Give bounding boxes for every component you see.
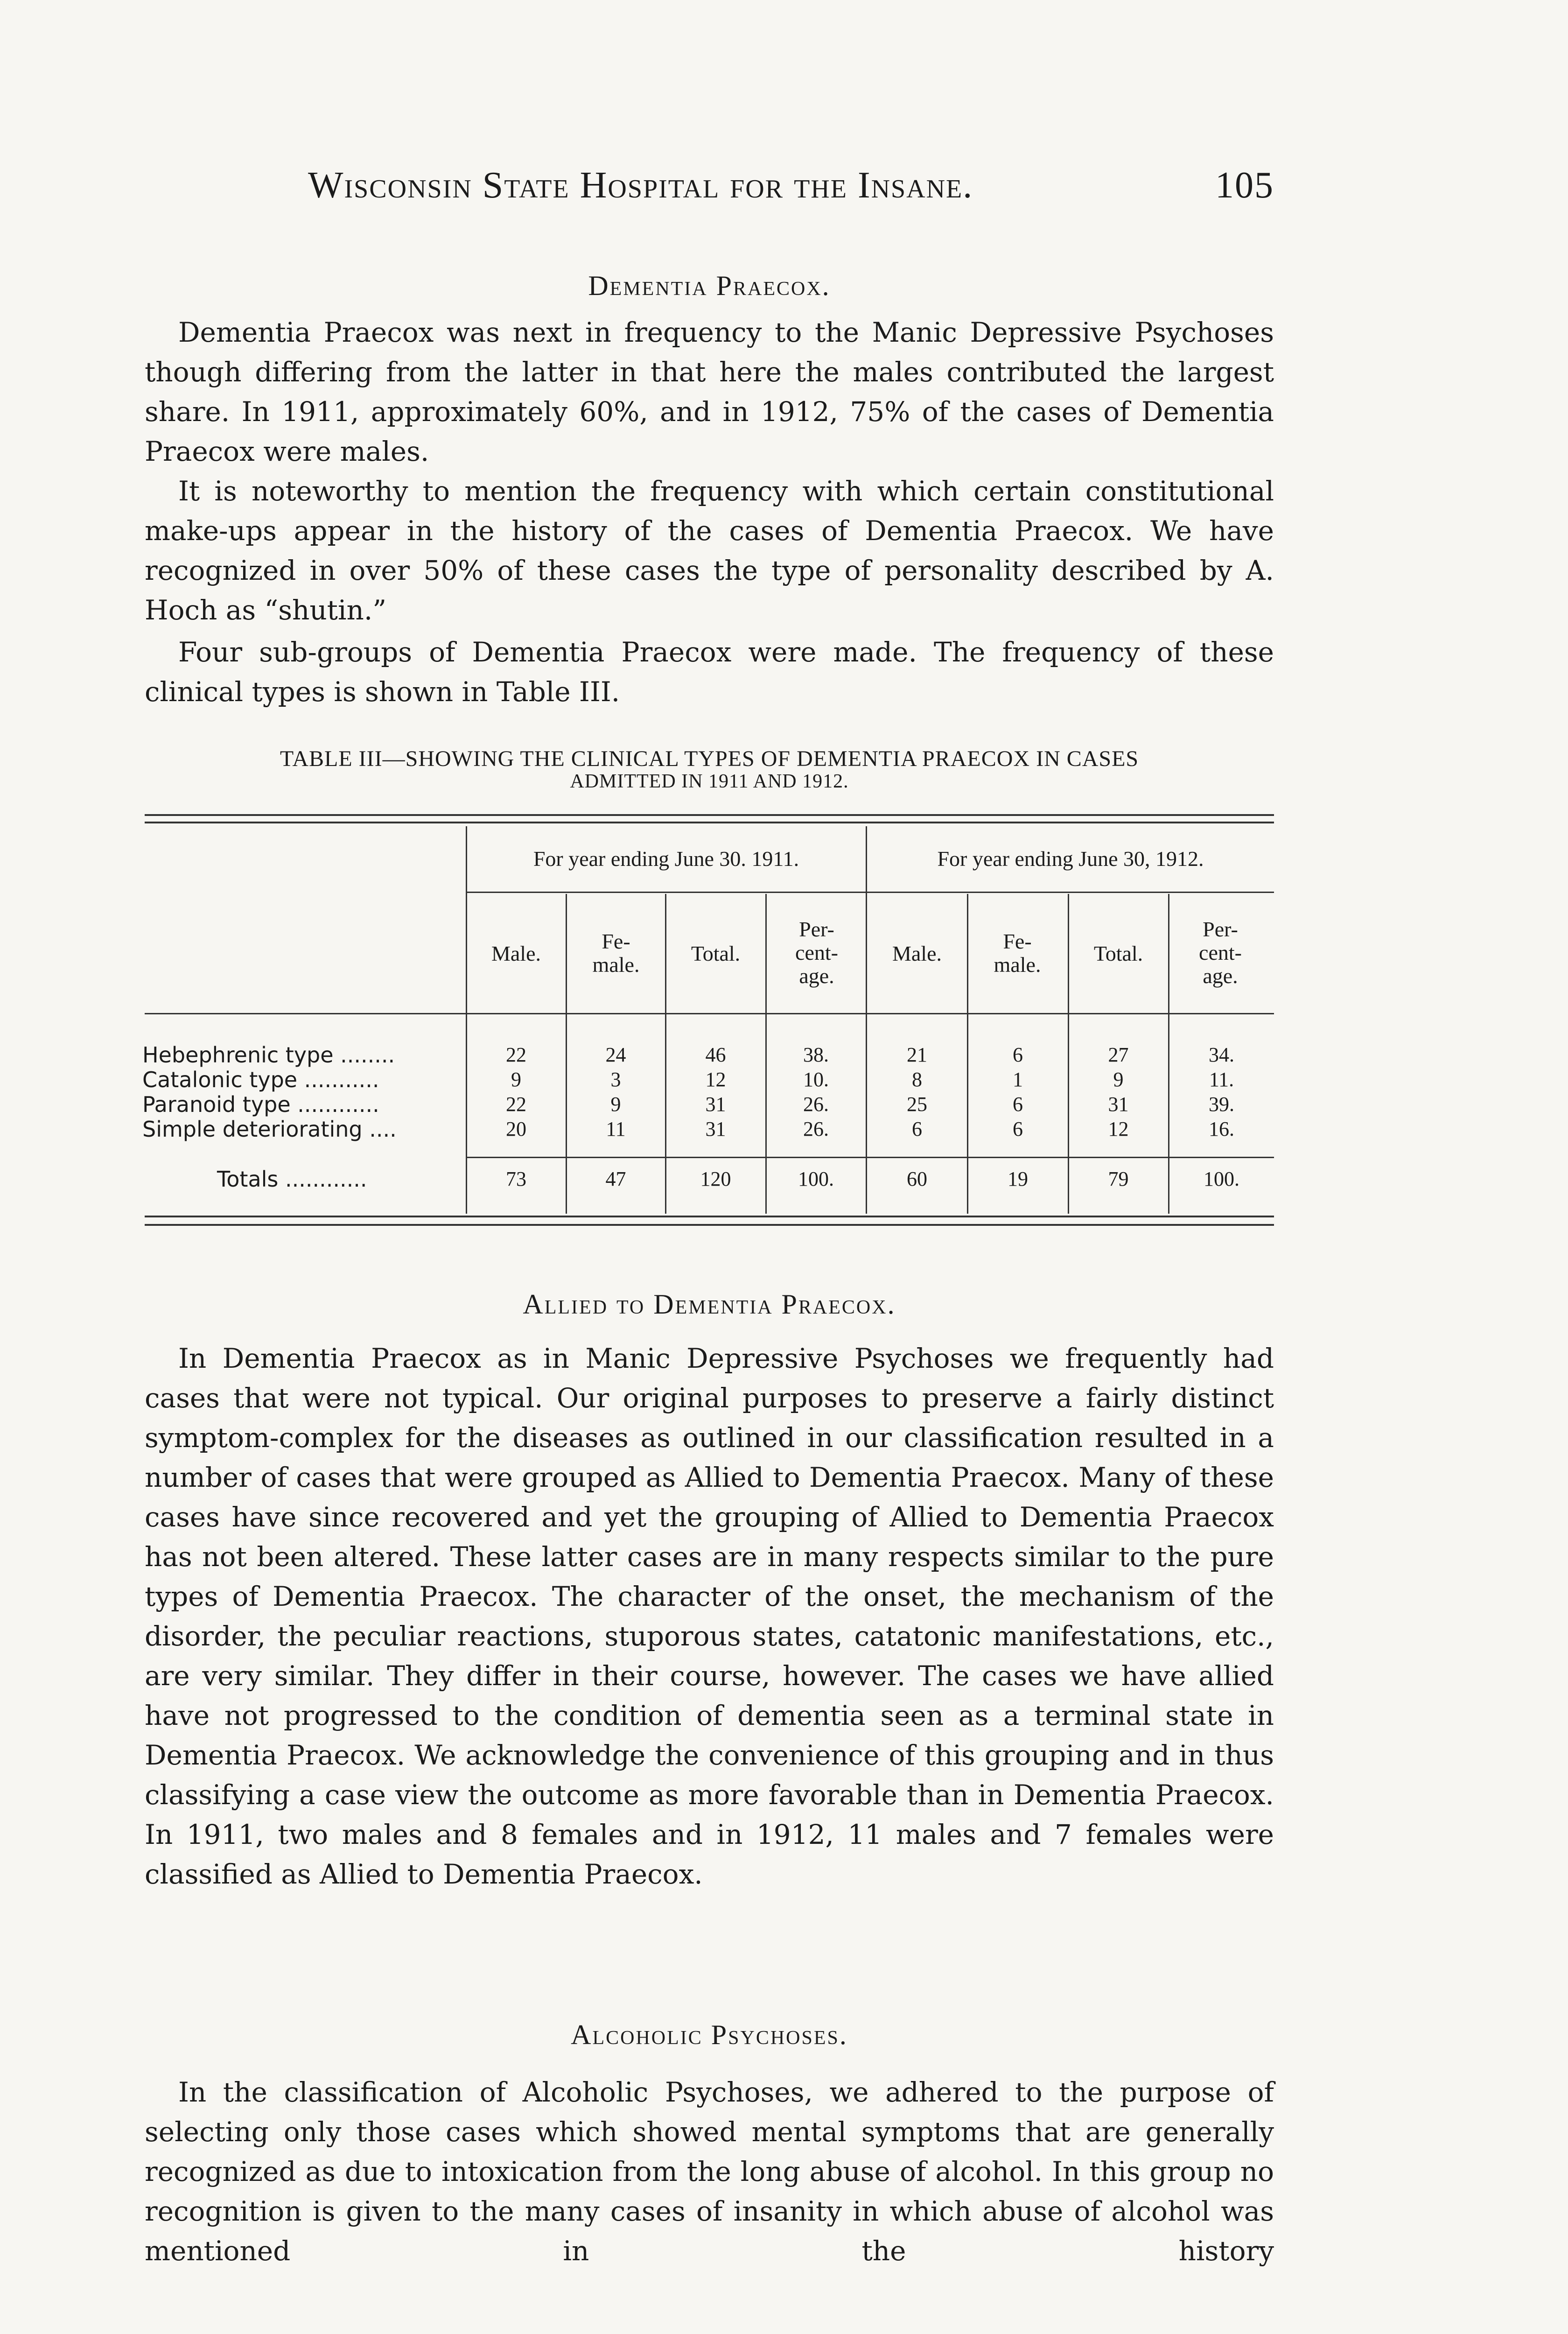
col-total-1912: Total. xyxy=(1093,942,1143,965)
cell: 20 xyxy=(506,1118,526,1140)
col-female-1912: Fe- male. xyxy=(994,929,1041,977)
table-vline-stub xyxy=(466,826,467,1214)
section-title-dementia-praecox: Dementia Praecox. xyxy=(588,270,831,301)
cell: 120 xyxy=(700,1167,731,1190)
cell: 100. xyxy=(798,1167,834,1190)
cell: 26. xyxy=(803,1093,829,1116)
cell: 39. xyxy=(1209,1093,1234,1116)
cell: 31 xyxy=(1108,1093,1129,1116)
section-title-allied: Allied to Dementia Praecox. xyxy=(523,1289,896,1320)
cell: 10. xyxy=(803,1068,829,1091)
cell: 25 xyxy=(907,1093,927,1116)
col-percent-1911: Per- cent- age. xyxy=(795,917,838,988)
cell: 11. xyxy=(1209,1068,1234,1091)
cell: 9 xyxy=(511,1068,521,1091)
cell: 26. xyxy=(803,1118,829,1140)
col-male-1912: Male. xyxy=(892,942,942,965)
paragraph-alcoholic: In the classification of Alcoholic Psychoses, we adhered to the purpose of selecting only those cases which showed mental symptoms that are generally recognized as due to intoxication from the long abuse of alcohol. In this group no recognition is given to the many cases of insanity in which abuse of alcohol was mentioned in the history xyxy=(145,2076,1274,2267)
cell: 24 xyxy=(605,1043,626,1066)
col-percent-1912: Per- cent- age. xyxy=(1199,917,1242,988)
table-hline-totals xyxy=(466,1157,1274,1158)
totals-label: Totals ............ xyxy=(217,1167,367,1192)
table-hline-header xyxy=(145,1013,1274,1014)
cell: 31 xyxy=(705,1118,726,1140)
cell: 100. xyxy=(1204,1167,1239,1190)
group-heading-1912: For year ending June 30, 1912. xyxy=(937,847,1204,871)
row-label: Catalonic type ........... xyxy=(142,1067,379,1092)
cell: 16. xyxy=(1209,1118,1234,1140)
header-title: Wisconsin State Hospital for the Insane. xyxy=(308,165,973,206)
table-bottom-rule xyxy=(145,1216,1274,1217)
cell: 12 xyxy=(705,1068,726,1091)
row-label: Hebephrenic type ........ xyxy=(142,1042,395,1068)
cell: 6 xyxy=(1013,1118,1023,1140)
paragraph-dementia-1: Dementia Praecox was next in frequency to the Manic Depressive Psychoses though differing from the latter in that here the males contributed the largest share. In 1911, approximately 60%, and in 1912, 75% of the cases of Dementia Praecox were males. xyxy=(145,316,1274,467)
cell: 27 xyxy=(1108,1043,1129,1066)
cell: 21 xyxy=(907,1043,927,1066)
cell: 12 xyxy=(1108,1118,1129,1140)
row-label: Simple deteriorating .... xyxy=(142,1117,397,1142)
paragraph-dementia-3: Four sub-groups of Dementia Praecox were made. The frequency of these clinical types is shown in Table III. xyxy=(145,636,1274,708)
row-label: Paranoid type ............ xyxy=(142,1092,379,1117)
table-top-rule xyxy=(145,814,1274,816)
running-header xyxy=(308,164,1274,211)
table-caption-line-1: TABLE III—SHOWING THE CLINICAL TYPES OF DEMENTIA PRAECOX IN CASES xyxy=(280,746,1139,771)
cell: 6 xyxy=(912,1118,922,1140)
table-hline-group xyxy=(466,892,1274,893)
paragraph-dementia-2: It is noteworthy to mention the frequency with which certain constitutional make-ups appear in the history of the cases of Dementia Praecox. We have recognized in over 50% of these cases the type of personality described by A. Hoch as “shutin.” xyxy=(145,475,1274,626)
cell: 6 xyxy=(1013,1093,1023,1116)
paragraph-allied: In Dementia Praecox as in Manic Depressive Psychoses we frequently had cases that were not typical. Our original purposes to preserve a fairly distinct symptom-complex for the diseases as outlined in our classification resulted in a number of cases that were grouped as Allied to Dementia Praecox. Many of these cases have since recovered and yet the grouping of Allied to Dementia Praecox has not been altered. These latter cases are in many respects similar to the pure types of Dementia Praecox. The character of the onset, the mechanism of the disorder, the peculiar reactions, stuporous states, catatonic manifestations, etc., are very similar. They differ in their course, however. The cases we have allied have not progressed to the condition of dementia seen as a terminal state in Dementia Praecox. We acknowledge the convenience of this grouping and in thus classifying a case view the outcome as more favorable than in Dementia Praecox. In 1911, two males and 8 females and in 1912, 11 males and 7 females were classified as Allied to Dementia Praecox. xyxy=(145,1343,1274,1890)
cell: 19 xyxy=(1008,1167,1028,1190)
cell: 47 xyxy=(605,1167,626,1190)
col-total-1911: Total. xyxy=(691,942,741,965)
group-heading-1911: For year ending June 30. 1911. xyxy=(533,847,799,871)
cell: 6 xyxy=(1013,1043,1023,1066)
table-vline-years xyxy=(866,826,867,1214)
table-bottom-rule-2 xyxy=(145,1224,1274,1226)
col-male-1911: Male. xyxy=(491,942,541,965)
cell: 34. xyxy=(1209,1043,1234,1066)
cell: 38. xyxy=(803,1043,829,1066)
page-number: 105 xyxy=(1215,165,1274,206)
cell: 22 xyxy=(506,1093,526,1116)
cell: 22 xyxy=(506,1043,526,1066)
col-female-1911: Fe- male. xyxy=(592,929,640,977)
cell: 46 xyxy=(705,1043,726,1066)
section-title-alcoholic: Alcoholic Psychoses. xyxy=(571,2019,848,2050)
cell: 60 xyxy=(907,1167,927,1190)
cell: 11 xyxy=(606,1118,626,1140)
table-caption-line-2: ADMITTED IN 1911 AND 1912. xyxy=(570,771,849,792)
cell: 1 xyxy=(1013,1068,1023,1091)
cell: 9 xyxy=(610,1093,621,1116)
cell: 79 xyxy=(1108,1167,1129,1190)
cell: 31 xyxy=(705,1093,726,1116)
cell: 73 xyxy=(506,1167,526,1190)
cell: 3 xyxy=(610,1068,621,1091)
table-top-rule-2 xyxy=(145,822,1274,823)
cell: 9 xyxy=(1113,1068,1124,1091)
cell: 8 xyxy=(912,1068,922,1091)
